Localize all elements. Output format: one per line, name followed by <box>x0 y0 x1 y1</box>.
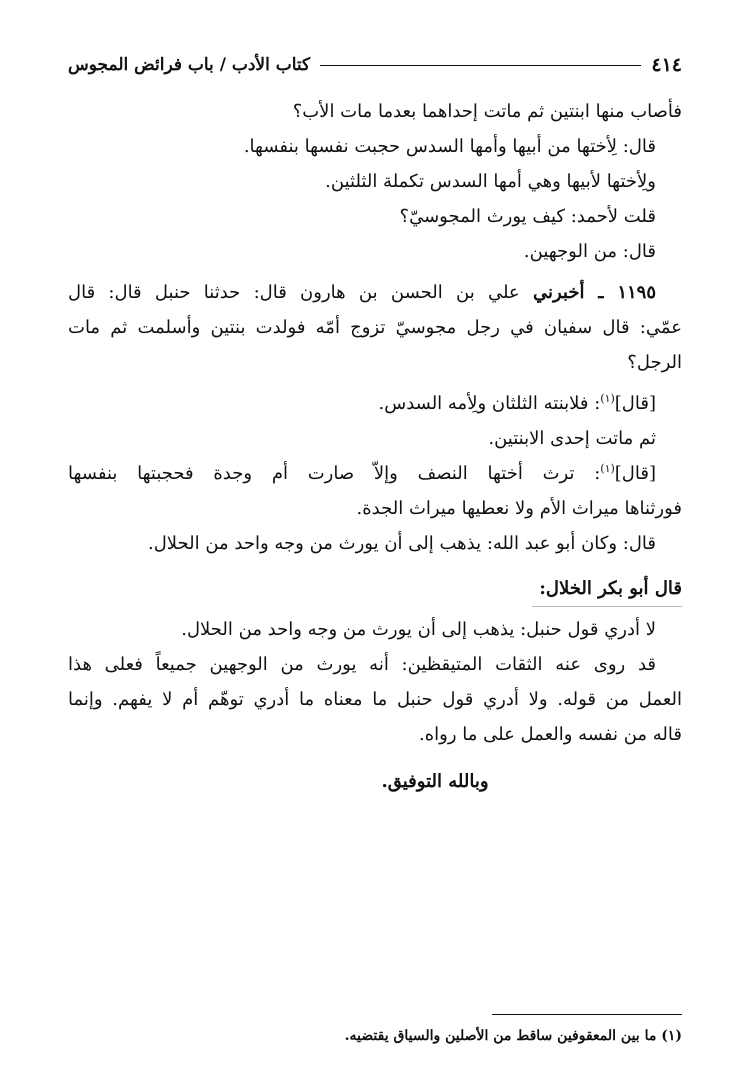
book-page <box>68 38 682 1068</box>
page-body <box>68 94 682 799</box>
text-line: عمّي: قال سفيان في رجل مجوسيّ تزوج أمّه فولدت بنتين وأسلمت ثم مات <box>68 317 682 338</box>
text-line <box>68 386 682 421</box>
section-heading: قال أبو بكر الخلال: <box>539 578 682 599</box>
text-span: : فلابنته الثلثان ولِأمه السدس. <box>378 393 601 414</box>
running-title: كتاب الأدب / باب فرائض المجوس <box>68 55 311 75</box>
text-line: الرجل؟ <box>627 352 682 373</box>
footnote-ref: (١) <box>600 392 615 405</box>
footnote-ref: (١) <box>600 462 615 475</box>
text-line: فأصاب منها ابنتين ثم ماتت إحداهما بعدما مات الأب؟ <box>292 101 682 122</box>
text-span: : ترث أختها النصف وإلاّ صارت أم وجدة فحجبتها بنفسها <box>68 463 601 484</box>
footnote-marker: (١) <box>661 1028 682 1044</box>
page-number: ٤١٤ <box>651 54 682 76</box>
footnote-separator <box>492 1014 682 1015</box>
text-line: ثم ماتت إحدى الابنتين. <box>488 428 656 449</box>
hadith-opening-line <box>68 275 682 310</box>
text-line: قال: وكان أبو عبد الله: يذهب إلى أن يورث من وجه واحد من الحلال. <box>147 533 656 554</box>
text-line: قلت لأحمد: كيف يورث المجوسيّ؟ <box>399 206 656 227</box>
bracket-word: [قال] <box>614 393 656 414</box>
text-line <box>68 456 682 491</box>
footnote <box>68 1028 682 1044</box>
header-rule <box>320 65 641 66</box>
text-line: ولِأختها لأبيها وهي أمها السدس تكملة الثلثين. <box>325 171 656 192</box>
text-line: قال: لِأختها من أبيها وأمها السدس حجبت نفسها بنفسها. <box>243 136 656 157</box>
text-line: قد روى عنه الثقات المتيقظين: أنه يورث من الوجهين جميعاً فعلى هذا <box>68 654 656 675</box>
text-span: علي بن الحسن بن هارون قال: حدثنا حنبل قال: قال <box>68 282 533 303</box>
text-line: فورثناها ميراث الأم ولا نعطيها ميراث الجدة. <box>356 498 682 519</box>
bracket-word: [قال] <box>614 463 656 484</box>
closing-formula: وبالله التوفيق. <box>381 771 489 792</box>
footnote-text: ما بين المعقوفين ساقط من الأصلين والسياق يقتضيه. <box>344 1028 662 1044</box>
page-header <box>68 52 682 78</box>
text-line: قاله من نفسه والعمل على ما رواه. <box>419 724 682 745</box>
text-line: قال: من الوجهين. <box>523 241 656 262</box>
text-line: لا أدري قول حنبل: يذهب إلى أن يورث من وجه واحد من الحلال. <box>181 619 656 640</box>
text-line: العمل من قوله. ولا أدري قول حنبل ما معناه ما أدري توهّم أم لا يفهم. وإنما <box>68 689 682 710</box>
hadith-number: ١١٩٥ ـ أخبرني <box>532 282 656 303</box>
